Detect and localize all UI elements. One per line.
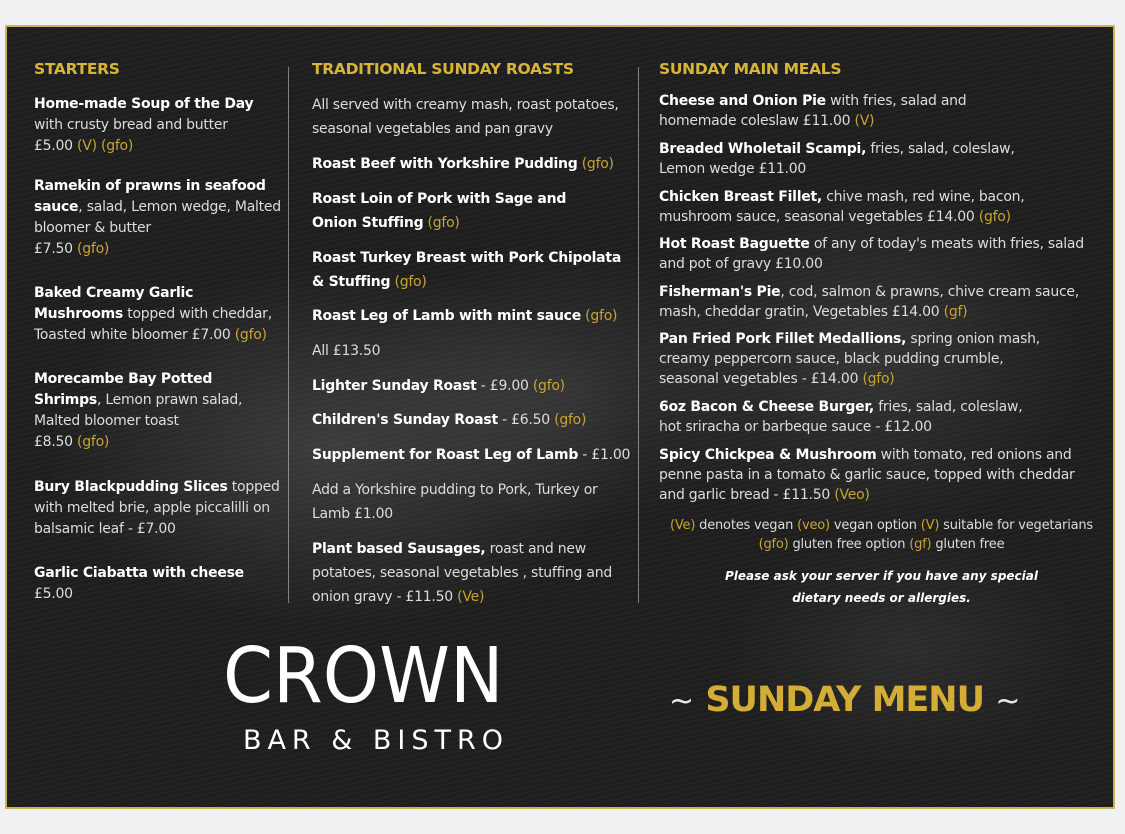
column-divider: [638, 67, 639, 603]
sunday-menu-title: ~ SUNDAY MENU ~: [669, 680, 1021, 720]
dietary-legend: (Ve) denotes vegan (veo) vegan option (V) suitable for vegetarians (gfo) gluten free option (gf) gluten free: [670, 518, 1093, 552]
main-item: Fisherman's Pie, cod, salmon & prawns, chive cream sauce, mash, cheddar gratin, Vegetables £14.00 (gf): [659, 284, 1079, 320]
roast-item: Roast Loin of Pork with Sage and Onion Stuffing (gfo): [312, 191, 567, 231]
main-item: Chicken Breast Fillet, chive mash, red wine, bacon, mushroom sauce, seasonal vegetables £14.00 (gfo): [659, 189, 1025, 225]
roast-plant-item: Plant based Sausages, roast and new potatoes, seasonal vegetables , stuffing and onion gravy - £11.50 (Ve): [312, 541, 612, 605]
main-item: Pan Fried Pork Fillet Medallions, spring onion mash, creamy peppercorn sauce, black pudding crumble, seasonal vegetables - £14.00 (gfo): [659, 331, 1040, 387]
column-divider: [288, 67, 289, 603]
menu-board: [5, 25, 1115, 809]
tilde-right-icon: ~: [995, 684, 1021, 719]
starter-item: Morecambe Bay Potted Shrimps, Lemon prawn salad, Malted bloomer toast £8.50 (gfo): [34, 371, 243, 450]
roast-item: Roast Turkey Breast with Pork Chipolata & Stuffing (gfo): [312, 250, 622, 290]
roasts-heading: TRADITIONAL SUNDAY ROASTS: [312, 60, 574, 78]
mains-heading: SUNDAY MAIN MEALS: [659, 60, 842, 78]
brand-subtitle: BAR & BISTRO: [242, 725, 510, 756]
roast-extra: Lighter Sunday Roast - £9.00 (gfo): [312, 378, 565, 394]
roasts-all-price: All £13.50: [312, 343, 381, 359]
roast-extra: Children's Sunday Roast - £6.50 (gfo): [312, 412, 587, 428]
starter-item: Home-made Soup of the Day with crusty bread and butter £5.00 (V) (gfo): [34, 96, 254, 154]
roast-item: Roast Beef with Yorkshire Pudding (gfo): [312, 156, 614, 172]
roast-extra: Supplement for Roast Leg of Lamb - £1.00: [312, 447, 631, 463]
roasts-intro: All served with creamy mash, roast potatoes, seasonal vegetables and pan gravy: [312, 97, 619, 137]
main-item: 6oz Bacon & Cheese Burger, fries, salad, coleslaw, hot sriracha or barbeque sauce - £12.00: [659, 399, 1023, 435]
allergy-notice: Please ask your server if you have any special dietary needs or allergies.: [725, 569, 1038, 605]
yorkshire-addon: Add a Yorkshire pudding to Pork, Turkey or Lamb £1.00: [312, 482, 598, 522]
starter-item: Bury Blackpudding Slices topped with melted brie, apple piccalilli on balsamic leaf - £7.00: [34, 479, 280, 537]
starters-heading: STARTERS: [34, 60, 120, 78]
main-item: Cheese and Onion Pie with fries, salad and homemade coleslaw £11.00 (V): [659, 93, 967, 129]
brand-logo-crown: CROWN: [223, 632, 504, 721]
main-item: Spicy Chickpea & Mushroom with tomato, red onions and penne pasta in a tomato & garlic sauce, topped with cheddar and garlic bread - £11.50 (Veo): [659, 447, 1075, 503]
main-item: Hot Roast Baguette of any of today's meats with fries, salad and pot of gravy £10.00: [659, 236, 1084, 272]
tilde-left-icon: ~: [669, 684, 695, 719]
starter-item: Ramekin of prawns in seafood sauce, salad, Lemon wedge, Malted bloomer & butter £7.50 (gfo): [34, 178, 281, 257]
starter-item: Garlic Ciabatta with cheese £5.00: [34, 565, 244, 602]
starter-item: Baked Creamy Garlic Mushrooms topped with cheddar, Toasted white bloomer £7.00 (gfo): [34, 285, 272, 343]
roast-item: Roast Leg of Lamb with mint sauce (gfo): [312, 308, 618, 324]
main-item: Breaded Wholetail Scampi, fries, salad, coleslaw, Lemon wedge £11.00: [659, 141, 1015, 177]
